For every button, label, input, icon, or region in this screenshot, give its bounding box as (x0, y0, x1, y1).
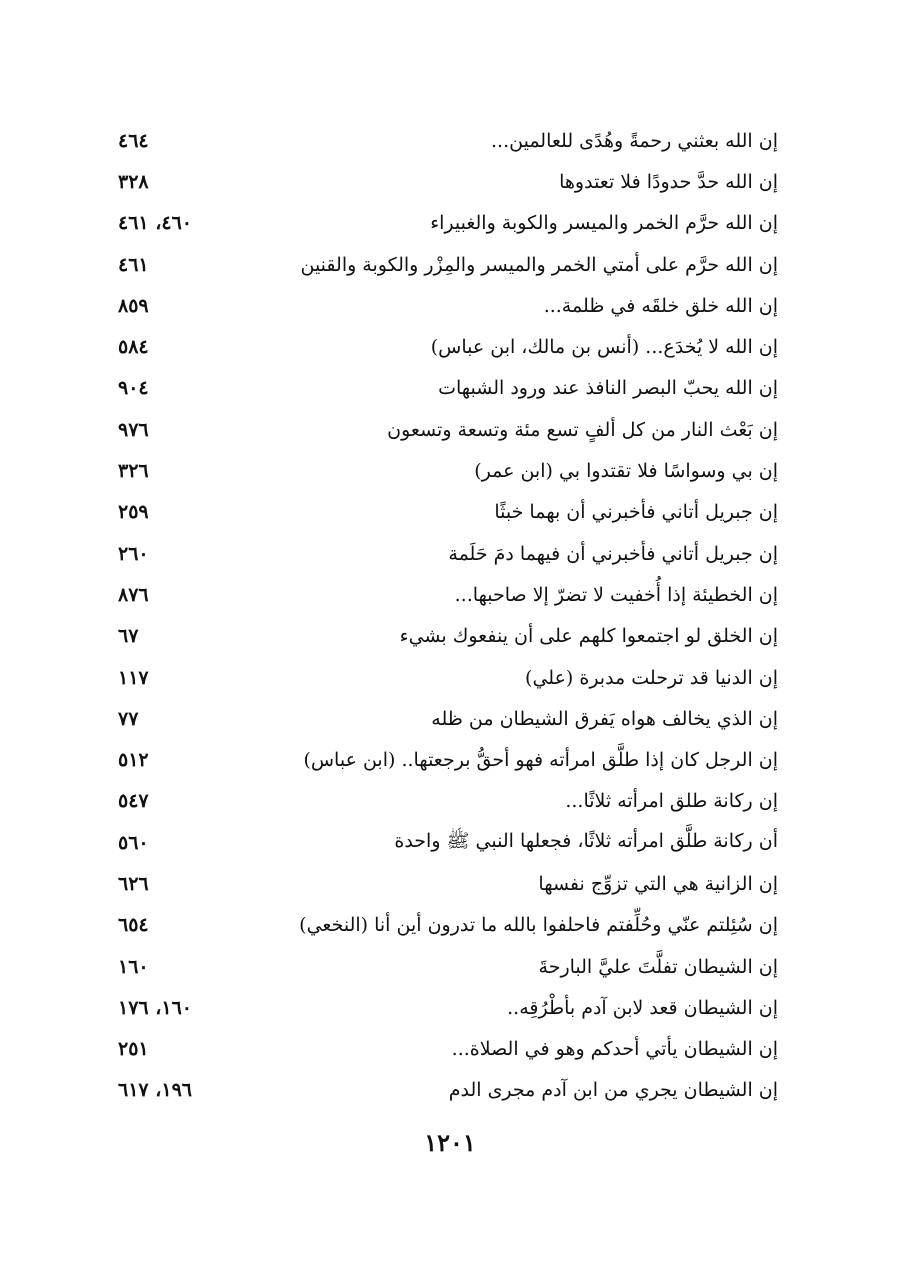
hadith-text: إن الله حرَّم الخمر والميسر والكوبة والغبيراء (430, 212, 778, 235)
hadith-text: إن الشيطان قعد لابن آدم بأطْرُقِه.. (507, 996, 778, 1019)
page-references: ١٩٦، ٦١٧ (118, 1079, 192, 1102)
page-references: ٦٥٤ (118, 914, 149, 937)
page-references: ٣٢٦ (118, 460, 149, 483)
page-references: ٦٧ (118, 625, 139, 648)
page-references: ٢٥٩ (118, 501, 149, 524)
hadith-text: إن الله بعثني رحمةً وهُدًى للعالمين... (491, 129, 778, 152)
page-references: ٨٧٦ (118, 583, 149, 606)
index-entry (118, 781, 778, 822)
hadith-text: إن جبريل أتاني فأخبرني أن فيهما دمَ حَلَمة (448, 542, 778, 565)
index-entry (118, 244, 778, 285)
page-references: ٩٧٦ (118, 418, 149, 441)
index-entry (118, 533, 778, 574)
index-entry (118, 1029, 778, 1070)
hadith-text: إن الزانية هي التي تزوِّج نفسها (538, 872, 778, 895)
index-entry (118, 326, 778, 367)
page-references: ٩٠٤ (118, 377, 149, 400)
page-references: ٤٦٤ (118, 129, 149, 152)
page-references: ١٦٠، ١٧٦ (118, 996, 192, 1019)
page-references: ٨٥٩ (118, 294, 149, 317)
hadith-text: إن ركانة طلق امرأته ثلاثًا... (565, 790, 778, 813)
page-references: ٣٢٨ (118, 170, 149, 193)
page-references: ٤٦١ (118, 253, 149, 276)
hadith-text: إن الدنيا قد ترحلت مدبرة (علي) (525, 666, 778, 689)
page-references: ٥٨٤ (118, 336, 149, 359)
hadith-text: إن الشيطان يجري من ابن آدم مجرى الدم (448, 1079, 778, 1102)
page-references: ١٦٠ (118, 955, 149, 978)
index-entry (118, 203, 778, 244)
index-entry (118, 987, 778, 1028)
index-entry (118, 905, 778, 946)
page-references: ٥٦٠ (118, 831, 149, 854)
index-entry (118, 450, 778, 491)
index-entry (118, 285, 778, 326)
hadith-text: إن بَعْث النار من كل ألفٍ تسع مئة وتسعة وتسعون (387, 418, 778, 441)
hadith-text: إن الخطيئة إذا أُخفيت لا تضرّ إلا صاحبها... (454, 583, 778, 606)
index-entry (118, 161, 778, 202)
hadith-text: إن الخلق لو اجتمعوا كلهم على أن ينفعوك بشيء (399, 625, 778, 648)
page-references: ٧٧ (118, 707, 139, 730)
page-references: ٦٢٦ (118, 872, 149, 895)
index-entry (118, 368, 778, 409)
hadith-text: إن الله يحبّ البصر النافذ عند ورود الشبهات (438, 377, 778, 400)
hadith-text: أن ركانة طلَّق امرأته ثلاثًا، فجعلها النبي ﷺ واحدة (394, 829, 778, 852)
page-references: ٢٥١ (118, 1038, 149, 1061)
index-entry (118, 657, 778, 698)
index-entry (118, 409, 778, 450)
hadith-text: إن بي وسواسًا فلا تقتدوا بي (ابن عمر) (474, 460, 778, 483)
hadith-text: إن جبريل أتاني فأخبرني أن بهما خبثًا (494, 501, 778, 524)
hadith-text: إن الرجل كان إذا طلَّق امرأته فهو أحقُّ برجعتها.. (ابن عباس) (303, 749, 778, 772)
page-references: ٥١٢ (118, 749, 149, 772)
index-entry (118, 739, 778, 780)
page-references: ٥٤٧ (118, 790, 149, 813)
hadith-text: إن الذي يخالف هواه يَفرق الشيطان من ظله (431, 707, 778, 730)
index-entry (118, 863, 778, 904)
page-references: ١١٧ (118, 666, 149, 689)
hadith-text: إن الله حدَّ حدودًا فلا تعتدوها (559, 170, 778, 193)
index-entry (118, 616, 778, 657)
index-entry (118, 698, 778, 739)
index-entry (118, 492, 778, 533)
index-entry (118, 574, 778, 615)
hadith-text: إن سُئِلتم عنّي وحُلِّفتم فاحلفوا بالله ما تدرون أين أنا (النخعي) (299, 914, 778, 937)
hadith-index-list (118, 120, 778, 1111)
hadith-text: إن الله حرَّم على أمتي الخمر والميسر والمِزْر والكوبة والقنين (300, 253, 778, 276)
page-references: ٤٦٠، ٤٦١ (118, 212, 192, 235)
hadith-text: إن الله لا يُخدَع... (أنس بن مالك، ابن عباس) (430, 336, 778, 359)
index-entry (118, 946, 778, 987)
index-entry (118, 822, 778, 863)
index-entry (118, 120, 778, 161)
index-entry (118, 1070, 778, 1111)
hadith-text: إن الله خلق خلقَه في ظلمة... (543, 294, 778, 317)
page-number: ١٢٠١ (424, 1128, 476, 1157)
hadith-text: إن الشيطان تفلَّتَ عليَّ البارحةَ (538, 955, 778, 978)
hadith-text: إن الشيطان يأتي أحدكم وهو في الصلاة... (451, 1038, 778, 1061)
page-references: ٢٦٠ (118, 542, 149, 565)
